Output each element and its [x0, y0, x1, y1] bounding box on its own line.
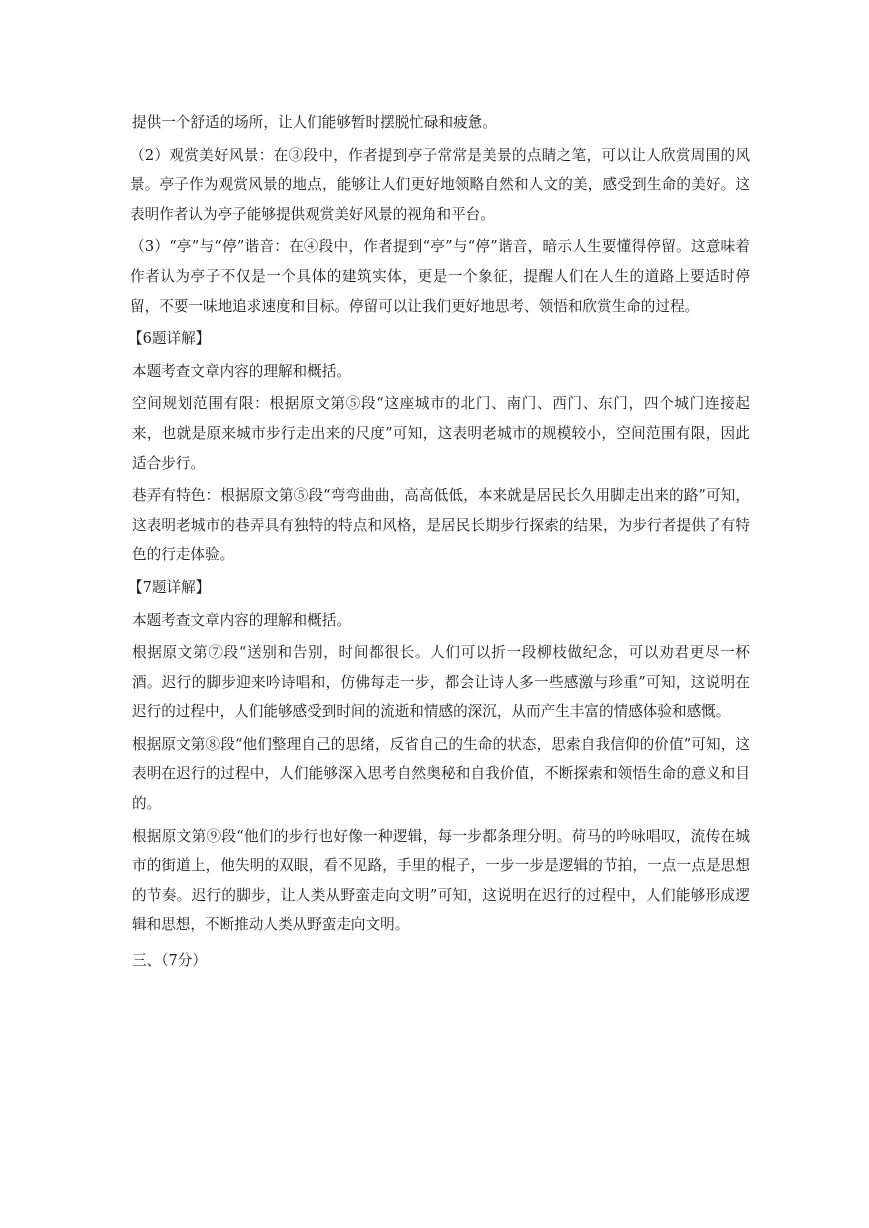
- paragraph-point-3: （3）“亭”与“停”谐音：在④段中，作者提到“亭”与“停”谐音，暗示人生要懂得停留。这意味着作者认为亭子不仅是一个具体的建筑实体，更是一个象征，提醒人们在人生的道路上要适时停留，不要一味地追求速度和目标。停留可以让我们更好地思考、领悟和欣赏生命的过程。: [130, 238, 750, 315]
- paragraph-q6-intro: 本题考查文章内容的理解和概括。: [132, 362, 351, 380]
- section-heading-q7: 【7题详解】: [128, 578, 211, 596]
- document-body: [128, 108, 750, 979]
- paragraph-point-2: （2）观赏美好风景：在③段中，作者提到亭子常常是美景的点睛之笔，可以让人欣赏周围的风景。亭子作为观赏风景的地点，能够让人们更好地领略自然和人文的美，感受到生命的美好。这表明作者认为亭子能够提供观赏美好风景的视角和平台。: [130, 146, 750, 223]
- paragraph-q7-para8: 根据原文第⑧段“他们整理自己的思绪，反省自己的生命的状态，思索自我信仰的价值”可知，这表明在迟行的过程中，人们能够深入思考自然奥秘和自我价值，不断探索和领悟生命的意义和目的。: [132, 735, 750, 813]
- paragraph-q6-space: 空间规划范围有限：根据原文第⑤段“这座城市的北门、南门、西门、东门，四个城门连接起来，也就是原来城市步行走出来的尺度”可知，这表明老城市的规模较小，空间范围有限，因此适合步行。: [132, 395, 750, 472]
- paragraph-q7-intro: 本题考查文章内容的理解和概括。: [132, 611, 351, 629]
- section-heading-q6: 【6题详解】: [128, 330, 211, 348]
- paragraph-q7-para9: 根据原文第⑨段“他们的步行也好像一种逻辑，每一步都条理分明。荷马的吟咏唱叹，流传在城市的街道上，他失明的双眼，看不见路，手里的棍子，一步一步是逻辑的节拍，一点一点是思想的节奏。迟行的脚步，让人类从野蛮走向文明”可知，这说明在迟行的过程中，人们能够形成逻辑和思想，不断推动人类从野蛮走向文明。: [132, 827, 750, 934]
- paragraph-q6-alley: 巷弄有特色：根据原文第⑤段“弯弯曲曲，高高低低，本来就是居民长久用脚走出来的路”可知，这表明老城市的巷弄具有独特的特点和风格，是居民长期步行探索的结果，为步行者提供了有特色的行走体验。: [132, 487, 750, 564]
- section-heading-part3: 三、（7分）: [132, 952, 207, 970]
- paragraph-q7-para7: 根据原文第⑦段“送别和告别，时间都很长。人们可以折一段柳枝做纪念，可以劝君更尽一杯酒。迟行的脚步迎来吟诗唱和，仿佛每走一步，都会让诗人多一些感激与珍重”可知，这说明在迟行的过程中，人们能够感受到时间的流逝和情感的深沉，从而产生丰富的情感体验和感慨。: [132, 644, 750, 721]
- paragraph-continuation: 提供一个舒适的场所，让人们能够暂时摆脱忙碌和疲惫。: [132, 114, 497, 131]
